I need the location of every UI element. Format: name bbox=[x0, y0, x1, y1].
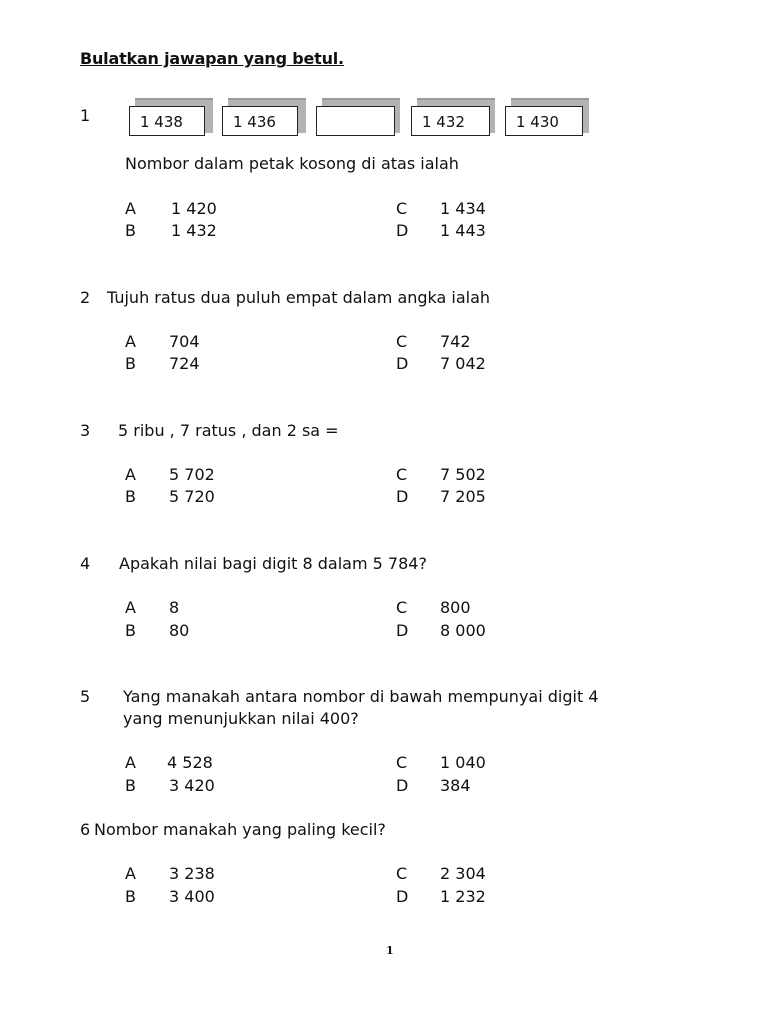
page-number: 1 bbox=[386, 944, 394, 957]
number-box-value: 1 432 bbox=[411, 106, 490, 136]
question-number: 4 bbox=[80, 554, 91, 573]
option-letter: B bbox=[125, 887, 136, 906]
option-letter: A bbox=[125, 864, 136, 883]
option-value[interactable]: 3 238 bbox=[169, 864, 215, 883]
option-letter: C bbox=[396, 465, 408, 484]
option-value[interactable]: 1 443 bbox=[440, 221, 486, 240]
option-value[interactable]: 5 702 bbox=[169, 465, 215, 484]
option-letter: C bbox=[396, 753, 408, 772]
option-value[interactable]: 3 400 bbox=[169, 887, 215, 906]
option-letter: A bbox=[125, 332, 136, 351]
question-text: Apakah nilai bagi digit 8 dalam 5 784? bbox=[119, 554, 427, 573]
number-box-value: 1 438 bbox=[129, 106, 205, 136]
question-text: Yang manakah antara nombor di bawah mempunyai digit 4 bbox=[123, 687, 599, 706]
option-value[interactable]: 7 205 bbox=[440, 487, 486, 506]
option-letter: C bbox=[396, 332, 408, 351]
question-number: 5 bbox=[80, 687, 91, 706]
option-value[interactable]: 8 bbox=[169, 598, 180, 617]
number-box-value: 1 430 bbox=[505, 106, 583, 136]
question-text-line-2: yang menunjukkan nilai 400? bbox=[123, 709, 359, 728]
question-text: Tujuh ratus dua puluh empat dalam angka ialah bbox=[107, 288, 491, 307]
option-value[interactable]: 704 bbox=[169, 332, 200, 351]
option-value[interactable]: 2 304 bbox=[440, 864, 486, 883]
option-value[interactable]: 1 040 bbox=[440, 753, 486, 772]
option-letter: D bbox=[396, 621, 409, 640]
option-value[interactable]: 4 528 bbox=[167, 753, 213, 772]
option-value[interactable]: 80 bbox=[169, 621, 190, 640]
option-value[interactable]: 1 434 bbox=[440, 199, 486, 218]
option-letter: D bbox=[396, 887, 409, 906]
option-value[interactable]: 7 042 bbox=[440, 354, 486, 373]
option-letter: B bbox=[125, 221, 136, 240]
option-letter: C bbox=[396, 864, 408, 883]
option-value[interactable]: 3 420 bbox=[169, 776, 215, 795]
option-value[interactable]: 1 232 bbox=[440, 887, 486, 906]
option-letter: D bbox=[396, 776, 409, 795]
option-letter: A bbox=[125, 598, 136, 617]
number-box-2 bbox=[222, 98, 302, 140]
option-value[interactable]: 5 720 bbox=[169, 487, 215, 506]
option-letter: A bbox=[125, 199, 136, 218]
question-text: 5 ribu , 7 ratus , dan 2 sa = bbox=[118, 421, 339, 440]
option-value[interactable]: 742 bbox=[440, 332, 471, 351]
number-box-1 bbox=[129, 98, 209, 140]
number-box-value: 1 436 bbox=[222, 106, 298, 136]
question-number: 1 bbox=[80, 106, 91, 125]
option-letter: B bbox=[125, 776, 136, 795]
option-value[interactable]: 1 420 bbox=[171, 199, 217, 218]
option-value[interactable]: 800 bbox=[440, 598, 471, 617]
number-box-value bbox=[316, 106, 395, 136]
option-value[interactable]: 7 502 bbox=[440, 465, 486, 484]
number-box-blank bbox=[316, 98, 396, 140]
option-letter: B bbox=[125, 621, 136, 640]
option-letter: A bbox=[125, 465, 136, 484]
question-number: 3 bbox=[80, 421, 91, 440]
option-letter: B bbox=[125, 354, 136, 373]
instruction-heading: Bulatkan jawapan yang betul. bbox=[80, 49, 344, 68]
question-number: 2 bbox=[80, 288, 91, 307]
option-letter: C bbox=[396, 199, 408, 218]
option-letter: B bbox=[125, 487, 136, 506]
option-value[interactable]: 8 000 bbox=[440, 621, 486, 640]
question-text: Nombor manakah yang paling kecil? bbox=[94, 820, 386, 839]
option-letter: A bbox=[125, 753, 136, 772]
option-letter: D bbox=[396, 221, 409, 240]
number-box-5 bbox=[505, 98, 585, 140]
number-box-4 bbox=[411, 98, 491, 140]
option-letter: D bbox=[396, 354, 409, 373]
question-number: 6 bbox=[80, 820, 91, 839]
option-value[interactable]: 1 432 bbox=[171, 221, 217, 240]
option-letter: C bbox=[396, 598, 408, 617]
option-value[interactable]: 724 bbox=[169, 354, 200, 373]
question-text: Nombor dalam petak kosong di atas ialah bbox=[125, 154, 459, 173]
option-letter: D bbox=[396, 487, 409, 506]
option-value[interactable]: 384 bbox=[440, 776, 471, 795]
